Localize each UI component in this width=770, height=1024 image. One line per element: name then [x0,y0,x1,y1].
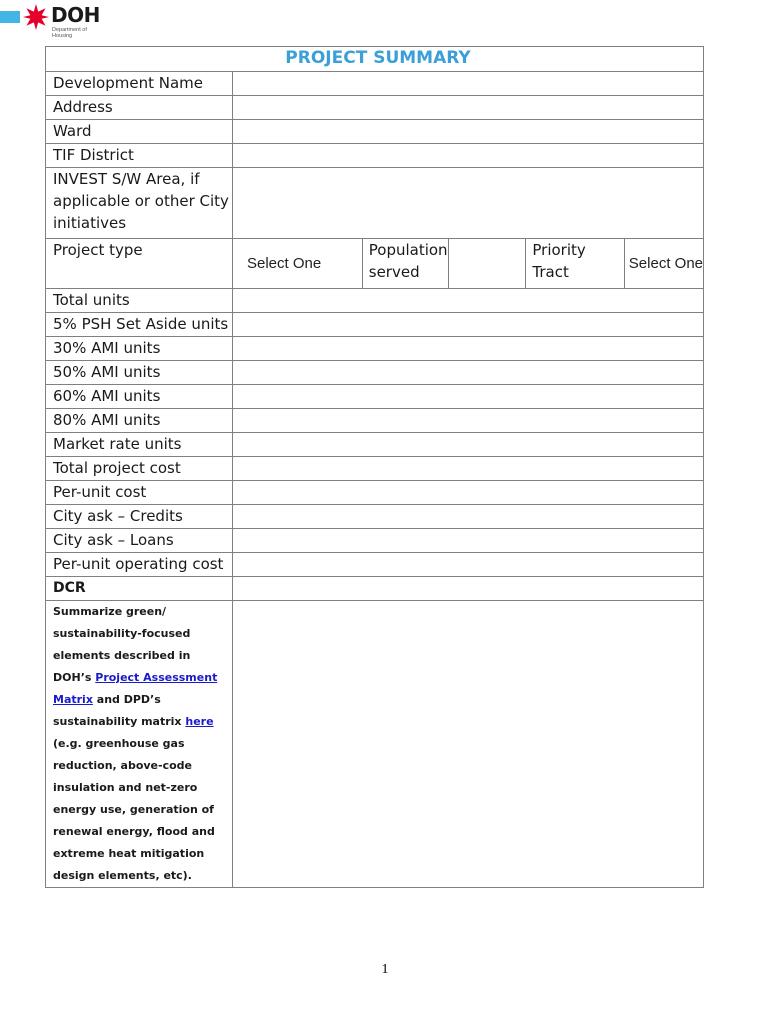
project-type-row [233,239,704,289]
field-label: Address [46,96,233,120]
dcr-value[interactable] [233,577,704,601]
field-label: Market rate units [46,433,233,457]
summary-text-1: Summarize green/ sustainability-focused elements described in DOH’s [53,605,191,684]
field-label: City ask – Loans [46,529,233,553]
field-label: 30% AMI units [46,337,233,361]
page-number: 1 [381,962,389,977]
project-type-label: Project type [46,239,233,289]
field-value[interactable] [233,289,704,313]
summary-text-2: and DPD’s sustainability matrix [53,693,182,728]
field-value[interactable] [233,433,704,457]
field-value[interactable] [233,529,704,553]
project-assessment-matrix-link[interactable]: Project Assessment Matrix [53,671,218,706]
priority-tract-select[interactable]: Select One [624,239,703,288]
logo-text: DOH [51,3,100,27]
summary-text-3: (e.g. greenhouse gas reduction, above-code insulation and net-zero energy use, generation of renewal energy, flood and extreme heat mitigation design elements, etc). [53,737,215,882]
population-served-value[interactable] [448,239,526,288]
field-value[interactable] [233,361,704,385]
sustainability-summary-label [46,601,233,888]
doh-logo [0,0,100,44]
invest-value[interactable] [233,168,704,239]
population-served-label: Population served [362,239,448,288]
page-title: PROJECT SUMMARY [46,47,704,72]
dcr-label: DCR [46,577,233,601]
sustainability-matrix-link[interactable]: here [185,715,214,728]
field-label: Total project cost [46,457,233,481]
field-label: Development Name [46,72,233,96]
project-type-select[interactable]: Select One [247,254,322,272]
logo-blue-bar [0,11,20,23]
field-value[interactable] [233,337,704,361]
field-label: Total units [46,289,233,313]
field-label: City ask – Credits [46,505,233,529]
field-label: TIF District [46,144,233,168]
field-label: 60% AMI units [46,385,233,409]
field-label: 50% AMI units [46,361,233,385]
logo-subtext: Department of Housing [52,27,87,39]
field-value[interactable] [233,96,704,120]
field-value[interactable] [233,481,704,505]
field-value[interactable] [233,385,704,409]
field-label: Ward [46,120,233,144]
project-summary-table [45,46,704,888]
invest-label: INVEST S/W Area, if applicable or other City initiatives [46,168,233,239]
field-value[interactable] [233,409,704,433]
field-value[interactable] [233,457,704,481]
field-value[interactable] [233,144,704,168]
field-value[interactable] [233,505,704,529]
logo-star-icon [22,3,50,31]
field-label: 5% PSH Set Aside units [46,313,233,337]
field-label: Per-unit cost [46,481,233,505]
field-value[interactable] [233,553,704,577]
field-value[interactable] [233,313,704,337]
field-value[interactable] [233,72,704,96]
field-label: 80% AMI units [46,409,233,433]
field-label: Per-unit operating cost [46,553,233,577]
sustainability-summary-value[interactable] [233,601,704,888]
field-value[interactable] [233,120,704,144]
priority-tract-label: Priority Tract [525,239,623,288]
